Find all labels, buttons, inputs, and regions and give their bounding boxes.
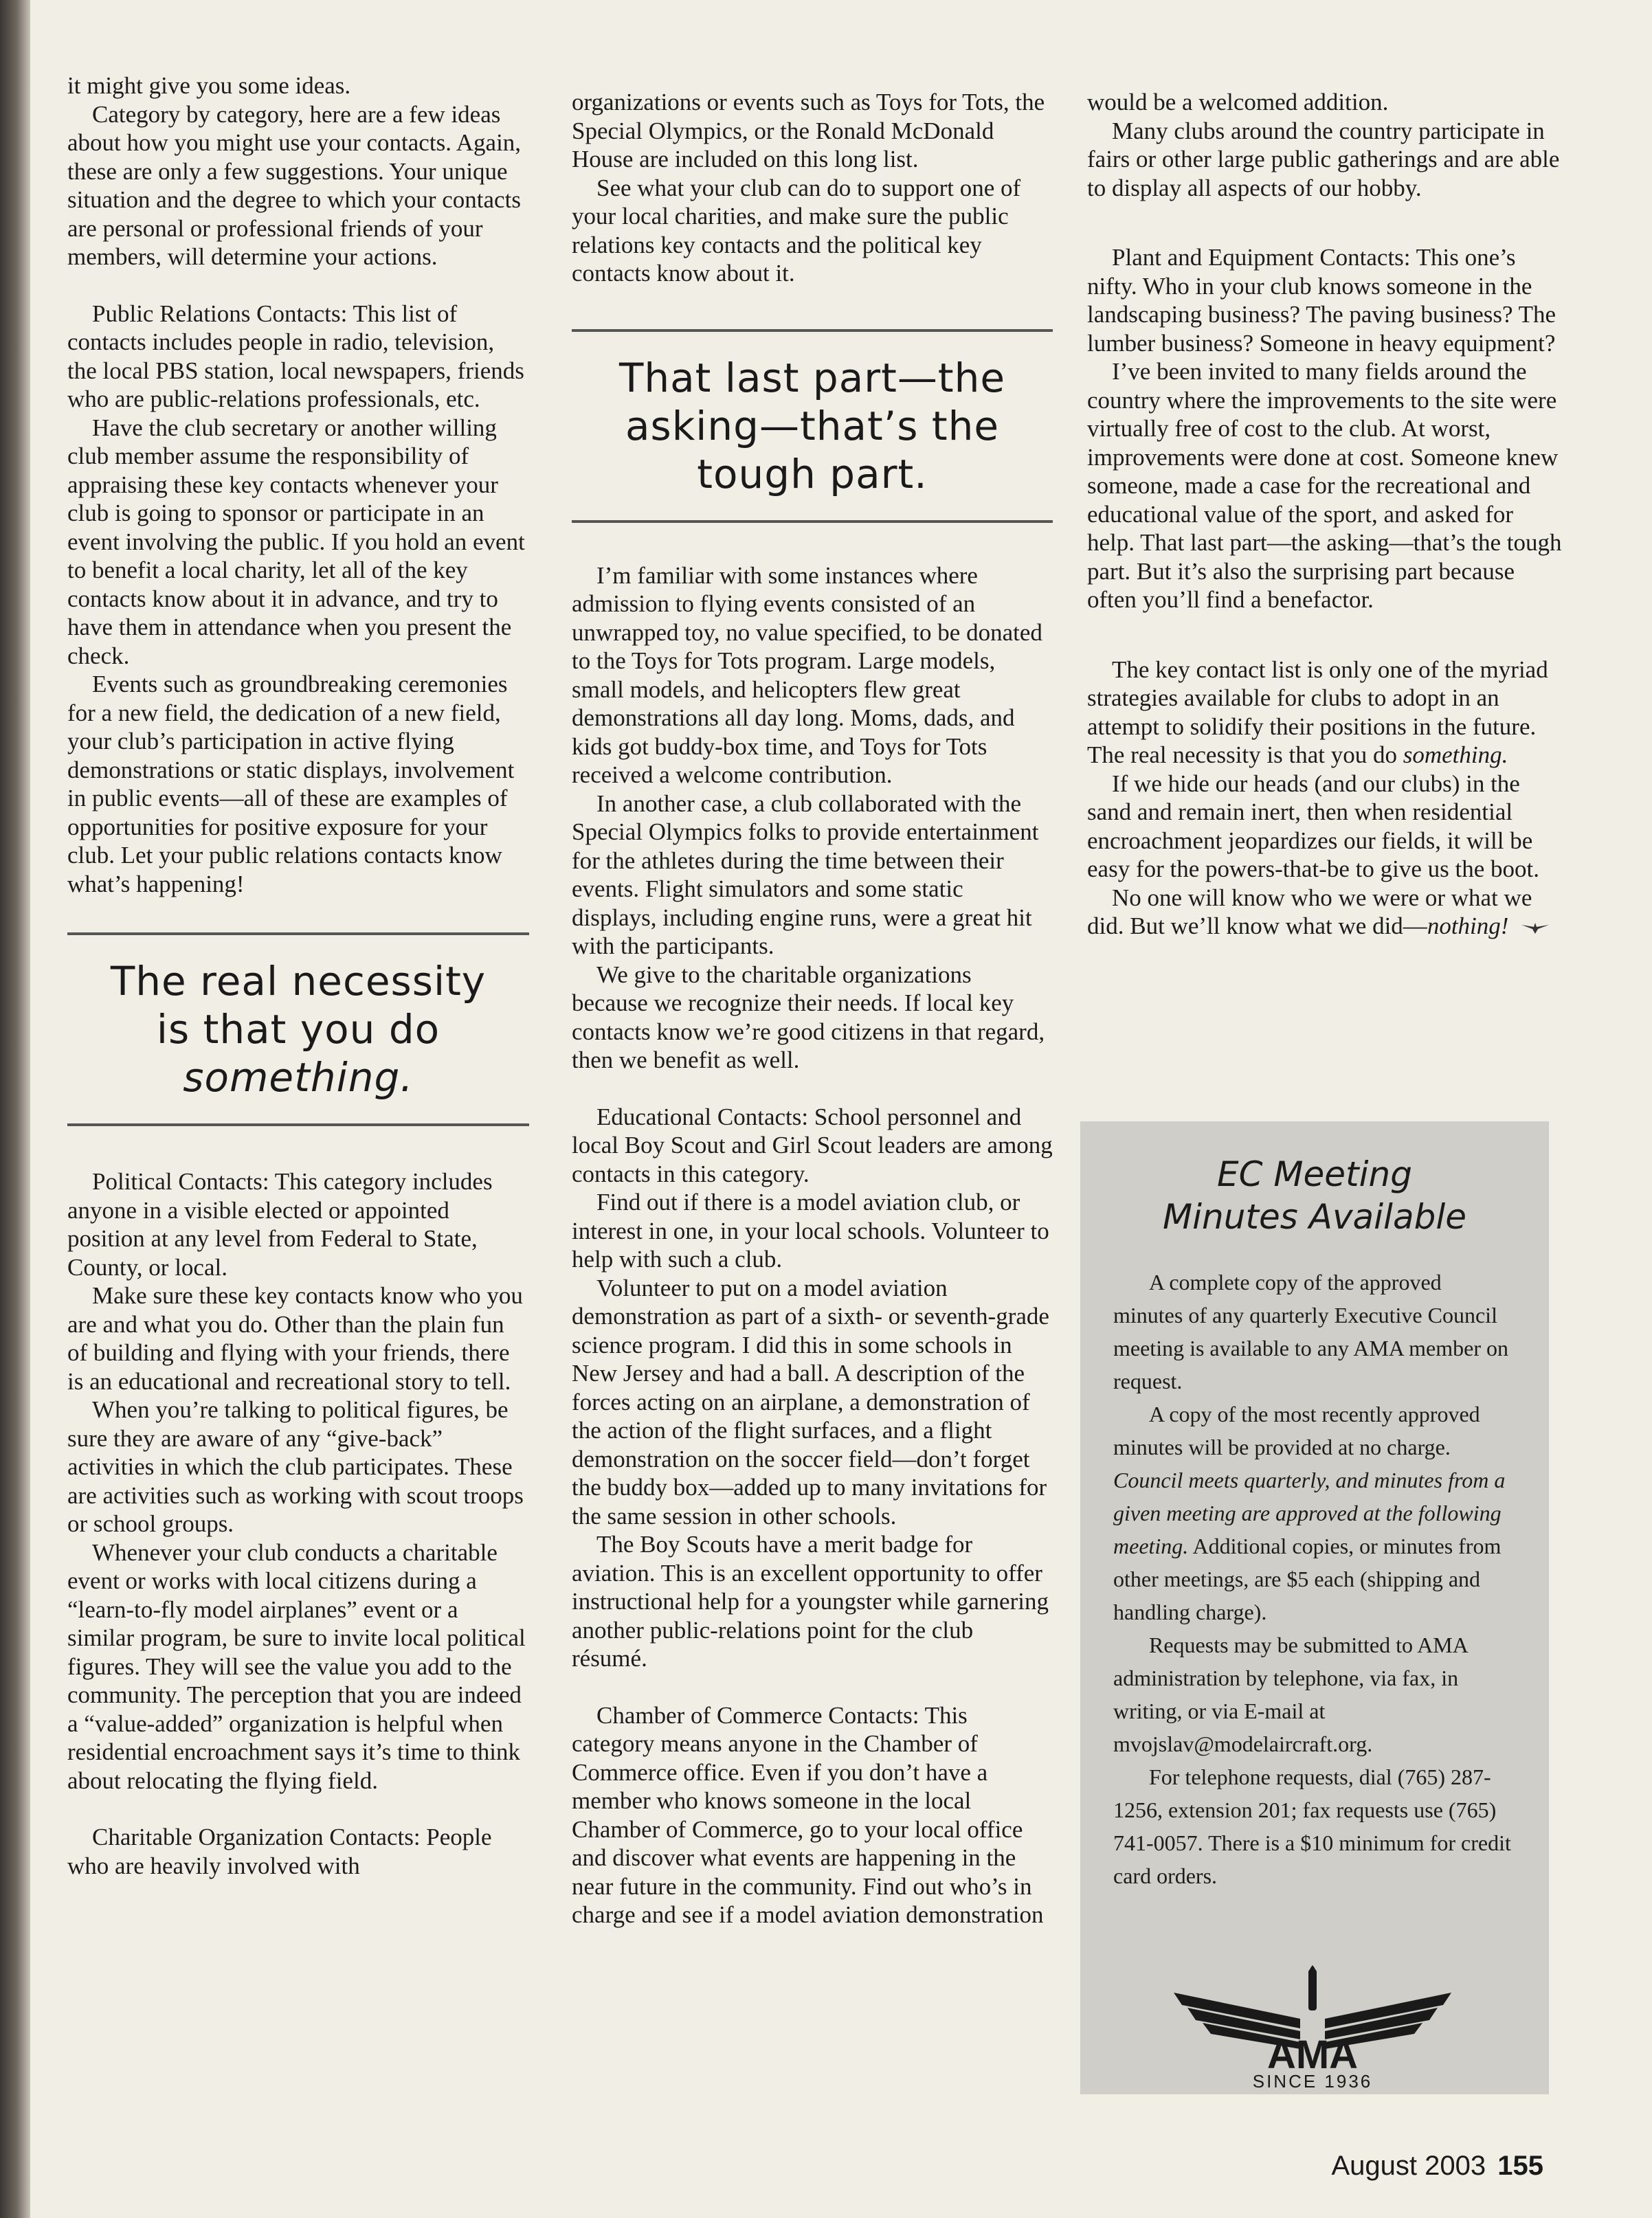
paragraph: Make sure these key contacts know who you are and what you do. Other than the plain fun of building and flying with your friends, there is an educational and recreational story to tell.	[67, 1282, 523, 1395]
emphasis: nothing!	[1427, 912, 1509, 939]
paragraph: I’m familiar with some instances where admission to flying events consisted of an unwrapped toy, no value specified, to be donated to the Toys for Tots program. Large models, small models, and helicopters flew great demonstrations all day long. Moms, dads, and kids got buddy-box time, and Toys for Tots received a welcome contribution.	[572, 561, 1042, 788]
paragraph: it might give you some ideas.	[67, 72, 351, 99]
paragraph: See what your club can do to support one of your local charities, and make sure the public relations key contacts and the political key contacts know about it.	[572, 174, 1021, 287]
pull-quote	[572, 329, 1053, 523]
pull-quote-line: The real necessity	[110, 958, 487, 1005]
emphasis: something.	[1403, 741, 1508, 768]
box-body	[1080, 1266, 1549, 1892]
paragraph: The Boy Scouts have a merit badge for aviation. This is an excellent opportunity to offer instructional help for a youngster while garnering another public-relations point for the club résumé.	[572, 1531, 1049, 1672]
paragraph: Category by category, here are a few ideas about how you might use your contacts. Again, these are only a few suggestions. Your unique situation and the degree to which your contacts are personal or professional friends of your members, will determine your actions.	[67, 100, 522, 270]
emphasis: Council meets quarterly, and minutes from a given meeting are approved at the following meeting.	[1113, 1468, 1506, 1558]
paragraph: Have the club secretary or another willing club member assume the responsibility of appraising these key contacts whenever your club is going to sponsor or participate in an event involving the public. If you hold an event to benefit a local charity, let all of the key contacts know about it in advance, and try to have them in attendance when you present the check.	[67, 414, 525, 669]
paragraph: A complete copy of the approved minutes of any quarterly Executive Council meeting is available to any AMA member on request.	[1113, 1270, 1508, 1393]
ama-logo-since: SINCE 1936	[1252, 2071, 1373, 2089]
issue-date: August 2003	[1331, 2151, 1486, 2181]
paragraph: We give to the charitable organizations because we recognize their needs. If local key contacts know we’re good citizens in that regard, then we benefit as well.	[572, 961, 1045, 1073]
paragraph: Chamber of Commerce Contacts: This category means anyone in the Chamber of Commerce office. Even if you don’t have a member who knows someone in the local Chamber of Commerce, go to your local office and discover what events are happening in the near future in the community. Find out who’s in charge and see if a model aviation demonstration	[572, 1701, 1044, 1928]
page-number: 155	[1497, 2151, 1543, 2181]
pull-quote-line: is that you do	[156, 1006, 440, 1053]
paragraph-text: A copy of the most recently approved minutes will be provided at no charge.	[1113, 1402, 1480, 1459]
pull-quote-line: That last part—the	[618, 354, 1006, 401]
box-title	[1080, 1153, 1549, 1238]
paragraph: Educational Contacts: School personnel and local Boy Scout and Girl Scout leaders are among contacts in this category.	[572, 1103, 1053, 1187]
paragraph: For telephone requests, dial (765) 287-1256, extension 201; fax requests use (765) 741-0057. There is a $10 minimum for credit card orders.	[1113, 1765, 1511, 1888]
ama-logo-text: AMA	[1266, 2032, 1359, 2077]
box-title-line: EC Meeting	[1217, 1154, 1412, 1194]
paragraph: Whenever your club conducts a charitable event or works with local citizens during a “learn-to-fly model airplanes” event or a similar program, be sure to invite local political figures. They will see the value you add to the community. The perception that you are indeed a “value-added” organization is helpful when residential encroachment says it’s time to think about relocating the flying field.	[67, 1538, 526, 1794]
paragraph: Plant and Equipment Contacts: This one’s nifty. Who in your club knows someone in the landscaping business? The paving business? The lumber business? Someone in heavy equipment?	[1087, 244, 1556, 357]
column-right	[1087, 88, 1564, 941]
paragraph: Find out if there is a model aviation club, or interest in one, in your local schools. Volunteer to help with such a club.	[572, 1189, 1049, 1273]
paragraph: Political Contacts: This category includes anyone in a visible elected or appointed position at any level from Federal to State, County, or local.	[67, 1168, 493, 1281]
paragraph-text: No one will know who we were or what we did. But we’ll know what we did—	[1087, 884, 1532, 939]
paragraph: Events such as groundbreaking ceremonies for a new field, the dedication of a new field, your club’s participation in active flying demonstrations or static displays, involvement in public events—all of these are examples of opportunities for positive exposure for your club. Let your public relations contacts know what’s happening!	[67, 671, 515, 897]
pull-quote-line: asking—that’s the	[625, 402, 1000, 449]
paragraph: If we hide our heads (and our clubs) in the sand and remain inert, then when residential encroachment jeopardizes our fields, it will be easy for the powers-that-be to give us the boot.	[1087, 770, 1540, 882]
page-footer	[1331, 2151, 1543, 2182]
sidebar-box-ec-meeting	[1080, 1121, 1549, 2094]
box-title-line: Minutes Available	[1163, 1197, 1466, 1237]
pull-quote	[67, 932, 529, 1126]
ama-logo-icon	[1168, 1965, 1457, 2089]
paragraph	[1087, 884, 1564, 941]
column-left	[67, 71, 529, 1880]
paragraph: I’ve been invited to many fields around the country where the improvements to the site were virtually free of cost to the club. At worst, improvements were done at cost. Someone knew someone, made a case for the recreational and educational value of the sport, and asked for help. That last part—the asking—that’s the tough part. But it’s also the surprising part because often you’ll find a benefactor.	[1087, 358, 1562, 613]
pull-quote-line: something.	[183, 1054, 414, 1101]
paragraph: Charitable Organization Contacts: People who are heavily involved with	[67, 1824, 492, 1879]
paragraph	[1113, 1398, 1516, 1628]
paragraph: Public Relations Contacts: This list of contacts includes people in radio, television, the local PBS station, local newspapers, friends who are public-relations professionals, etc.	[67, 300, 524, 412]
paragraph: In another case, a club collaborated with the Special Olympics folks to provide entertainment for the athletes during the time between their events. Flight simulators and some static displays, including engine runs, were a great hit with the participants.	[572, 789, 1039, 959]
paragraph-text: Additional copies, or minutes from other meetings, are $5 each (shipping and handling charge).	[1113, 1534, 1502, 1624]
paragraph: Requests may be submitted to AMA administration by telephone, via fax, in writing, or via E-mail at mvojslav@modelaircraft.org.	[1113, 1633, 1468, 1756]
paragraph: would be a welcomed addition.	[1087, 89, 1389, 115]
paragraph: When you’re talking to political figures, be sure they are aware of any “give-back” activities in which the club participates. These are activities such as working with scout troops or school groups.	[67, 1396, 524, 1537]
binding-spine	[0, 0, 30, 2218]
ama-end-mark-icon	[1520, 921, 1550, 936]
paragraph: Many clubs around the country participate in fairs or other large public gatherings and are able to display all aspects of our hobby.	[1087, 117, 1560, 201]
column-middle	[572, 88, 1053, 1929]
paragraph: Volunteer to put on a model aviation demonstration as part of a sixth- or seventh-grade science program. I did this in some schools in New Jersey and had a ball. A description of the forces acting on an airplane, a demonstration of the action of the flight surfaces, and a flight demonstration on the soccer field—don’t forget the buddy box—added up to many invitations for the same session in other schools.	[572, 1274, 1049, 1530]
pull-quote-line: tough part.	[697, 450, 928, 497]
paragraph-text: The key contact list is only one of the myriad strategies available for clubs to adopt in an attempt to solidify their positions in the future. The real necessity is that you do	[1087, 656, 1548, 768]
paragraph: organizations or events such as Toys for Tots, the Special Olympics, or the Ronald McDonald House are included on this long list.	[572, 89, 1045, 172]
paragraph	[1087, 656, 1564, 770]
